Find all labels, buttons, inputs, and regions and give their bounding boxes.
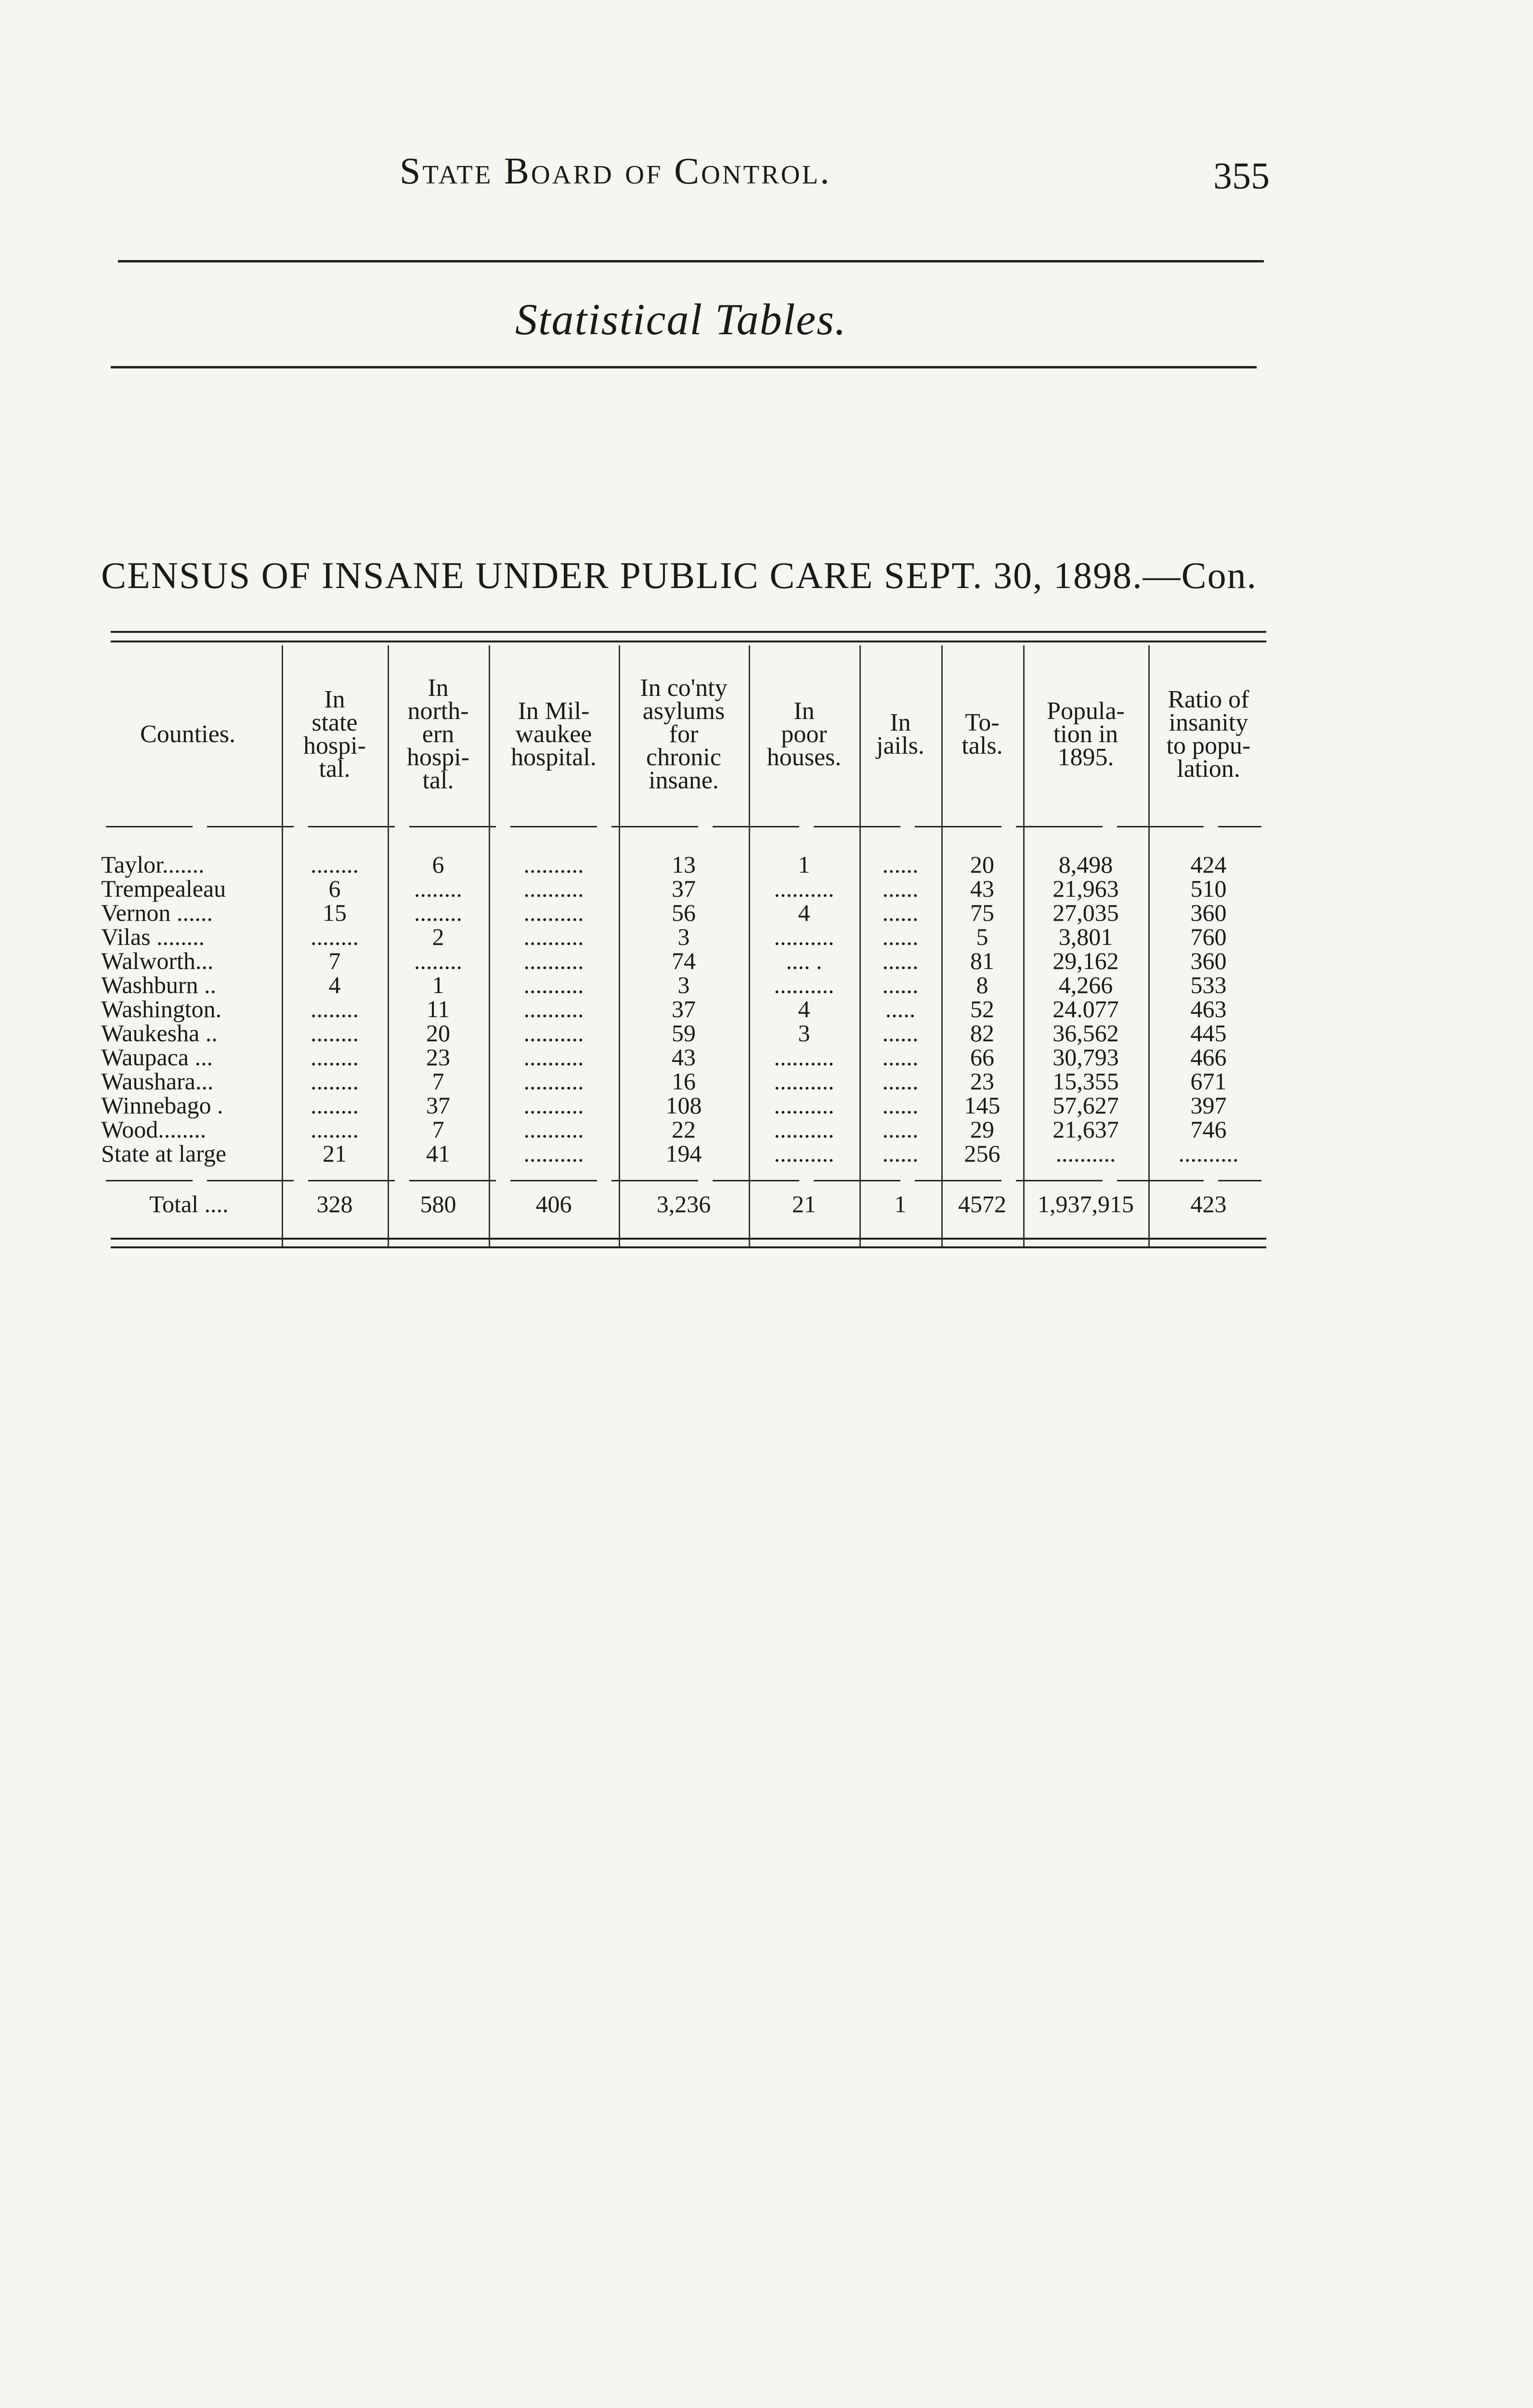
cell-ratio: 463 — [1190, 995, 1227, 1022]
cell-ratio: 510 — [1190, 875, 1227, 902]
cell-milwaukee-hospital: .......... — [523, 899, 584, 926]
cell-totals: 20 — [970, 851, 994, 878]
cell-county-name: State at large — [101, 1140, 227, 1167]
cell-county-asylums: 16 — [672, 1068, 696, 1095]
table-row — [96, 1093, 1266, 1117]
cell-county-asylums: 13 — [672, 851, 696, 878]
table-row — [96, 852, 1266, 877]
cell-state-hospital: ........ — [311, 1068, 359, 1095]
col-header-jails: In jails. — [876, 709, 924, 759]
cell-county-name: Taylor....... — [101, 851, 205, 878]
cell-northern-hospital: 20 — [426, 1020, 450, 1047]
cell-milwaukee-hospital: .......... — [523, 971, 584, 998]
table-caption: CENSUS OF INSANE UNDER PUBLIC CARE SEPT. 30, 1898.—Con. — [101, 554, 1258, 596]
cell-jails: ...... — [882, 1068, 919, 1095]
cell-county-asylums: 43 — [672, 1044, 696, 1071]
col-header-milwaukee-hospital: In Mil- waukee hospital. — [511, 697, 597, 771]
cell-population: 3,801 — [1058, 923, 1113, 950]
table-row — [96, 997, 1266, 1021]
cell-poor-houses: .......... — [774, 923, 834, 950]
cell-population: 21,963 — [1052, 875, 1119, 902]
total-poor-houses: 21 — [792, 1191, 816, 1217]
cell-poor-houses: .......... — [774, 1140, 834, 1167]
cell-northern-hospital: 37 — [426, 1092, 450, 1119]
table-row — [96, 925, 1266, 949]
cell-totals: 66 — [970, 1044, 994, 1071]
cell-totals: 29 — [970, 1116, 994, 1143]
cell-jails: ..... — [885, 995, 916, 1022]
cell-county-asylums: 22 — [672, 1116, 696, 1143]
cell-county-name: Washburn .. — [101, 971, 216, 998]
cell-jails: ...... — [882, 1116, 919, 1143]
cell-milwaukee-hospital: .......... — [523, 923, 584, 950]
cell-northern-hospital: ........ — [414, 899, 462, 926]
cell-northern-hospital: ........ — [414, 875, 462, 902]
total-jails: 1 — [894, 1191, 907, 1217]
cell-state-hospital: 21 — [323, 1140, 347, 1167]
total-row — [96, 1185, 1266, 1223]
total-overline — [106, 1180, 1261, 1181]
cell-milwaukee-hospital: .......... — [523, 1020, 584, 1047]
cell-county-asylums: 56 — [672, 899, 696, 926]
col-header-state-hospital: In state hospi- tal. — [303, 686, 366, 783]
cell-milwaukee-hospital: .......... — [523, 1044, 584, 1071]
total-totals: 4572 — [958, 1191, 1006, 1217]
table-row — [96, 1045, 1266, 1069]
cell-population: 15,355 — [1052, 1068, 1119, 1095]
cell-totals: 23 — [970, 1068, 994, 1095]
page-number: 355 — [1213, 155, 1270, 196]
cell-totals: 52 — [970, 995, 994, 1022]
cell-population: .......... — [1055, 1140, 1116, 1167]
cell-totals: 75 — [970, 899, 994, 926]
cell-county-asylums: 3 — [677, 971, 690, 998]
cell-ratio: 360 — [1190, 899, 1227, 926]
cell-state-hospital: 7 — [328, 947, 341, 974]
cell-state-hospital: 4 — [328, 971, 341, 998]
total-milwaukee-hospital: 406 — [535, 1191, 572, 1217]
cell-northern-hospital: 6 — [432, 851, 444, 878]
cell-ratio: 424 — [1190, 851, 1227, 878]
cell-ratio: 360 — [1190, 947, 1227, 974]
cell-jails: ...... — [882, 851, 919, 878]
cell-jails: ...... — [882, 1044, 919, 1071]
cell-milwaukee-hospital: .......... — [523, 851, 584, 878]
cell-milwaukee-hospital: .......... — [523, 875, 584, 902]
total-county-asylums: 3,236 — [656, 1191, 711, 1217]
cell-poor-houses: 4 — [798, 899, 810, 926]
rule-top-1 — [118, 260, 1264, 262]
cell-population: 30,793 — [1052, 1044, 1119, 1071]
cell-milwaukee-hospital: .......... — [523, 1068, 584, 1095]
total-population: 1,937,915 — [1038, 1191, 1134, 1217]
cell-totals: 43 — [970, 875, 994, 902]
total-ratio: 423 — [1190, 1191, 1227, 1217]
cell-northern-hospital: 2 — [432, 923, 444, 950]
cell-milwaukee-hospital: .......... — [523, 1140, 584, 1167]
cell-milwaukee-hospital: .......... — [523, 1116, 584, 1143]
table-header — [96, 645, 1266, 824]
cell-totals: 256 — [964, 1140, 1000, 1167]
cell-state-hospital: ........ — [311, 995, 359, 1022]
cell-county-asylums: 37 — [672, 875, 696, 902]
col-header-poor-houses: In poor houses. — [766, 697, 842, 771]
total-northern-hospital: 580 — [420, 1191, 456, 1217]
cell-state-hospital: ........ — [311, 923, 359, 950]
cell-population: 8,498 — [1058, 851, 1113, 878]
col-header-northern-hospital: In north- ern hospi- tal. — [407, 674, 469, 794]
cell-state-hospital: 6 — [328, 875, 341, 902]
total-state-hospital: 328 — [316, 1191, 353, 1217]
table-row — [96, 901, 1266, 925]
cell-ratio: 533 — [1190, 971, 1227, 998]
cell-county-name: Vernon ...... — [101, 899, 213, 926]
cell-poor-houses: .......... — [774, 1044, 834, 1071]
cell-jails: ...... — [882, 1020, 919, 1047]
cell-county-asylums: 59 — [672, 1020, 696, 1047]
cell-state-hospital: 15 — [323, 899, 347, 926]
cell-ratio: 746 — [1190, 1116, 1227, 1143]
cell-jails: ...... — [882, 875, 919, 902]
cell-county-name: Wood........ — [101, 1116, 207, 1143]
cell-northern-hospital: 1 — [432, 971, 444, 998]
cell-state-hospital: ........ — [311, 851, 359, 878]
rule-top-2 — [111, 366, 1257, 368]
col-header-ratio: Ratio of insanity to popu- lation. — [1166, 686, 1251, 783]
cell-northern-hospital: 7 — [432, 1116, 444, 1143]
cell-population: 21,637 — [1052, 1116, 1119, 1143]
cell-county-asylums: 74 — [672, 947, 696, 974]
cell-county-name: Winnebago . — [101, 1092, 223, 1119]
table-row — [96, 973, 1266, 997]
cell-state-hospital: ........ — [311, 1116, 359, 1143]
cell-northern-hospital: 41 — [426, 1140, 450, 1167]
cell-county-name: Washington. — [101, 995, 222, 1022]
cell-totals: 82 — [970, 1020, 994, 1047]
cell-jails: ...... — [882, 947, 919, 974]
cell-poor-houses: .......... — [774, 875, 834, 902]
cell-poor-houses: 3 — [798, 1020, 810, 1047]
cell-population: 24.077 — [1052, 995, 1119, 1022]
cell-northern-hospital: 7 — [432, 1068, 444, 1095]
cell-poor-houses: .......... — [774, 971, 834, 998]
cell-county-name: Waushara... — [101, 1068, 214, 1095]
table-bottom-rule-2 — [111, 1246, 1266, 1248]
cell-ratio: 671 — [1190, 1068, 1227, 1095]
cell-county-name: Waukesha .. — [101, 1020, 218, 1047]
cell-milwaukee-hospital: .......... — [523, 947, 584, 974]
table-bottom-rule — [111, 1238, 1266, 1240]
col-header-counties: Counties. — [140, 720, 235, 748]
cell-ratio: 760 — [1190, 923, 1227, 950]
cell-milwaukee-hospital: .......... — [523, 1092, 584, 1119]
cell-population: 36,562 — [1052, 1020, 1119, 1047]
cell-population: 27,035 — [1052, 899, 1119, 926]
cell-ratio: .......... — [1178, 1140, 1239, 1167]
col-header-population: Popula- tion in 1895. — [1047, 697, 1125, 771]
cell-totals: 8 — [976, 971, 988, 998]
cell-jails: ...... — [882, 1140, 919, 1167]
cell-county-name: Walworth... — [101, 947, 214, 974]
cell-totals: 145 — [964, 1092, 1000, 1119]
table-top-rule — [111, 631, 1266, 633]
cell-county-name: Vilas ........ — [101, 923, 205, 950]
cell-jails: ...... — [882, 971, 919, 998]
table-top-rule-2 — [111, 641, 1266, 642]
cell-northern-hospital: 11 — [426, 995, 450, 1022]
cell-poor-houses: .......... — [774, 1092, 834, 1119]
table-row — [96, 949, 1266, 973]
cell-totals: 81 — [970, 947, 994, 974]
cell-northern-hospital: 23 — [426, 1044, 450, 1071]
running-head: State Board of Control. — [400, 150, 831, 192]
cell-county-name: Waupaca ... — [101, 1044, 213, 1071]
cell-county-asylums: 194 — [665, 1140, 702, 1167]
cell-ratio: 445 — [1190, 1020, 1227, 1047]
cell-county-name: Trempealeau — [101, 875, 226, 902]
cell-milwaukee-hospital: .......... — [523, 995, 584, 1022]
cell-poor-houses: .......... — [774, 1068, 834, 1095]
cell-poor-houses: 4 — [798, 995, 810, 1022]
table-row — [96, 1117, 1266, 1141]
col-header-county-asylums: In co'nty asylums for chronic insane. — [640, 674, 728, 794]
cell-state-hospital: ........ — [311, 1020, 359, 1047]
section-title: Statistical Tables. — [515, 295, 847, 344]
table-row — [96, 1069, 1266, 1093]
cell-county-asylums: 108 — [665, 1092, 702, 1119]
cell-county-asylums: 37 — [672, 995, 696, 1022]
table-row — [96, 1021, 1266, 1045]
cell-state-hospital: ........ — [311, 1044, 359, 1071]
cell-poor-houses: 1 — [798, 851, 810, 878]
cell-poor-houses: .... . — [786, 947, 822, 974]
header-underline — [106, 826, 1261, 827]
total-label: Total .... — [149, 1191, 229, 1217]
cell-jails: ...... — [882, 1092, 919, 1119]
cell-northern-hospital: ........ — [414, 947, 462, 974]
cell-totals: 5 — [976, 923, 988, 950]
cell-jails: ...... — [882, 899, 919, 926]
table-row — [96, 877, 1266, 901]
cell-population: 57,627 — [1052, 1092, 1119, 1119]
cell-county-asylums: 3 — [677, 923, 690, 950]
cell-poor-houses: .......... — [774, 1116, 834, 1143]
cell-population: 29,162 — [1052, 947, 1119, 974]
cell-ratio: 397 — [1190, 1092, 1227, 1119]
cell-ratio: 466 — [1190, 1044, 1227, 1071]
col-header-totals: To- tals. — [961, 709, 1003, 759]
cell-state-hospital: ........ — [311, 1092, 359, 1119]
cell-population: 4,266 — [1058, 971, 1113, 998]
cell-jails: ...... — [882, 923, 919, 950]
table-row — [96, 1141, 1266, 1165]
